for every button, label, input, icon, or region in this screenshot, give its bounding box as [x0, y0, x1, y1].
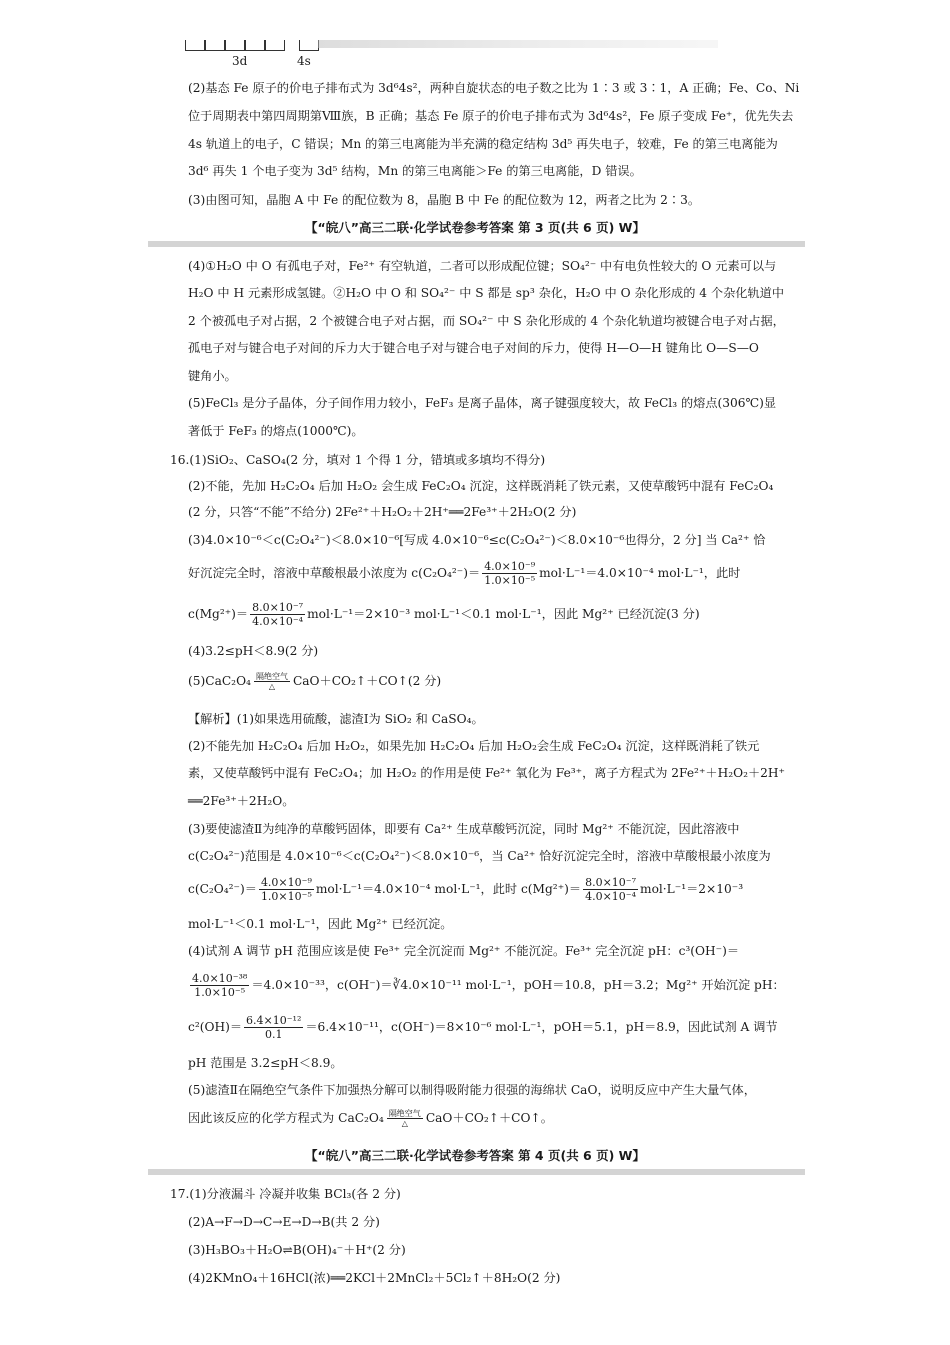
answer-line: (3)要使滤渣Ⅱ为纯净的草酸钙固体，即要有 Ca²⁺ 生成草酸钙沉淀，同时 Mg²⁺ 不能沉淀，因此溶液中 [188, 822, 740, 836]
answer-line: (2 分，只答“不能”不给分) 2Fe²⁺＋H₂O₂＋2H⁺══2Fe³⁺＋2H₂O(2 分) [188, 505, 577, 519]
page-footer: 【“皖八”高三二联·化学试卷参考答案 第 4 页(共 6 页) W】 [305, 1148, 645, 1163]
answer-line-with-fraction: c(Mg²⁺)＝ $\frac{\text{8.0×10⁻⁷}}{\text{4.0×10⁻⁴}}$ mol·L⁻¹＝2×10⁻³ mol·L⁻¹＜0.1 mol·L⁻¹，因此 Mg²⁺ 已经沉淀(3 分) [188, 601, 700, 628]
answer-line: 素，又使草酸钙中混有 FeC₂O₄；加 H₂O₂ 的作用是使 Fe²⁺ 氧化为 Fe³⁺，离子方程式为 2Fe²⁺＋H₂O₂＋2H⁺ [188, 766, 785, 780]
answer-line-with-fraction: $\frac{\text{4.0×10⁻³⁸}}{\text{1.0×10⁻⁵}}$ ＝4.0×10⁻³³，c(OH⁻)＝∛4.0×10⁻¹¹ mol·L⁻¹，pOH＝10.8，pH＝3.2；Mg²⁺ 开始沉淀 pH： [192, 972, 785, 999]
answer-line: (2)不能先加 H₂C₂O₄ 后加 H₂O₂，如果先加 H₂C₂O₄ 后加 H₂O₂会生成 FeC₂O₄ 沉淀，这样既消耗了铁元 [188, 739, 760, 753]
answer-line: (4)①H₂O 中 O 有孤电子对，Fe²⁺ 有空轨道，二者可以形成配位键；SO₄²⁻ 中有电负性较大的 O 元素可以与 [188, 259, 777, 273]
question-16-answer: 16.(1)SiO₂、CaSO₄(2 分，填对 1 个得 1 分，错填或多填均不得分) [170, 453, 546, 467]
answer-line: 4s 轨道上的电子，C 错误；Mn 的第三电离能为半充满的稳定结构 3d⁵ 再失电子，较难，Fe 的第三电离能为 [188, 137, 778, 151]
answer-line: 孤电子对与键合电子对间的斥力大于键合电子对与键合电子对间的斥力，使得 H—O—H 键角比 O—S—O [188, 341, 759, 355]
answer-line: c(C₂O₄²⁻)范围是 4.0×10⁻⁶＜c(C₂O₄²⁻)＜8.0×10⁻⁶，当 Ca²⁺ 恰好沉淀完全时，溶液中草酸根最小浓度为 [188, 849, 771, 863]
question-17-answer: 17.(1)分液漏斗 冷凝并收集 BCl₃(各 2 分) [170, 1187, 401, 1201]
answer-line: 2 个被孤电子对占据，2 个被键合电子对占据，而 SO₄²⁻ 中 S 杂化形成的 4 个杂化轨道均被键合电子对占据， [188, 314, 785, 328]
answer-line-with-fraction: c(C₂O₄²⁻)＝ $\frac{\text{4.0×10⁻⁹}}{\text{1.0×10⁻⁵}}$ mol·L⁻¹＝4.0×10⁻⁴ mol·L⁻¹，此时 c(Mg²⁺)＝ $\frac{\text{8.0×10⁻⁷}}{\text{4.0×10⁻⁴}}$ mol·L⁻¹＝2×10⁻³ [188, 876, 744, 903]
equation-line: (5)CaC₂O₄ 隔绝空气 △ CaO＋CO₂↑＋CO↑(2 分) [188, 672, 442, 691]
answer-line: (3)4.0×10⁻⁶＜c(C₂O₄²⁻)＜8.0×10⁻⁶[写成 4.0×10⁻⁶≤c(C₂O₄²⁻)＜8.0×10⁻⁶也得分，2 分] 当 Ca²⁺ 恰 [188, 533, 766, 547]
answer-line: 键角小。 [188, 369, 237, 383]
answer-line: pH 范围是 3.2≤pH＜8.9。 [188, 1056, 343, 1070]
answer-line: 著低于 FeF₃ 的熔点(1000℃)。 [188, 424, 364, 438]
fraction: $\frac{\text{8.0×10⁻⁷}}{\text{4.0×10⁻⁴}}$ [252, 601, 304, 628]
answer-line: (2)基态 Fe 原子的价电子排布式为 3d⁶4s²，两种自旋状态的电子数之比为 1∶3 或 3∶1，A 正确；Fe、Co、Ni [188, 81, 800, 95]
orbital-label-3d: 3d [232, 54, 248, 68]
page-divider [148, 1169, 805, 1175]
answer-line: (5)滤渣Ⅱ在隔绝空气条件下加强热分解可以制得吸附能力很强的海绵状 CaO，说明反应中产生大量气体， [188, 1083, 756, 1097]
fraction: $\frac{\text{4.0×10⁻³⁸}}{\text{1.0×10⁻⁵}}$ [192, 972, 248, 999]
analysis-heading: 【解析】(1)如果选用硫酸，滤渣Ⅰ为 SiO₂ 和 CaSO₄。 [188, 712, 484, 726]
answer-line: 3d⁶ 再失 1 个电子变为 3d⁵ 结构，Mn 的第三电离能＞Fe 的第三电离能，D 错误。 [188, 164, 642, 178]
answer-line: (4)试剂 A 调节 pH 范围应该是使 Fe³⁺ 完全沉淀而 Mg²⁺ 不能沉淀。Fe³⁺ 完全沉淀 pH：c³(OH⁻)＝ [188, 944, 740, 958]
orbital-label-4s: 4s [297, 54, 311, 68]
answer-line-with-fraction: c²(OH)＝ $\frac{\text{6.4×10⁻¹²}}{0.1}$ ＝6.4×10⁻¹¹，c(OH⁻)＝8×10⁻⁶ mol·L⁻¹，pOH＝5.1，pH＝8.9，因此试剂 A 调节 [188, 1014, 778, 1041]
answer-line: (3)H₃BO₃＋H₂O⇌B(OH)₄⁻＋H⁺(2 分) [188, 1243, 406, 1257]
fraction: $\frac{\text{8.0×10⁻⁷}}{\text{4.0×10⁻⁴}}$ [585, 876, 637, 903]
fraction: $\frac{\text{4.0×10⁻⁹}}{\text{1.0×10⁻⁵}}$ [260, 876, 312, 903]
reaction-condition: 隔绝空气 △ [255, 672, 288, 691]
answer-line: mol·L⁻¹＜0.1 mol·L⁻¹，因此 Mg²⁺ 已经沉淀。 [188, 917, 453, 931]
answer-line: (4)2KMnO₄＋16HCl(浓)══2KCl＋2MnCl₂＋5Cl₂↑＋8H₂O(2 分) [188, 1271, 561, 1285]
answer-line-with-fraction: 好沉淀完全时，溶液中草酸根最小浓度为 c(C₂O₄²⁻)＝ $\frac{\text{4.0×10⁻⁹}}{\text{1.0×10⁻⁵}}$ mol·L⁻¹＝4.0×10⁻⁴ mol·L⁻¹，此时 [188, 560, 741, 587]
answer-line: (2)A→F→D→C→E→D→B(共 2 分) [188, 1215, 380, 1229]
scan-smudge [318, 40, 718, 48]
fraction: $\frac{\text{6.4×10⁻¹²}}{0.1}$ [246, 1014, 302, 1041]
reaction-condition: 隔绝空气 △ [388, 1109, 421, 1128]
answer-line: 位于周期表中第四周期第Ⅷ族，B 正确；基态 Fe 原子的价电子排布式为 3d⁶4s²，Fe 原子变成 Fe⁺，优先失去 [188, 109, 794, 123]
fraction: $\frac{\text{4.0×10⁻⁹}}{\text{1.0×10⁻⁵}}$ [484, 560, 536, 587]
answer-line: (2)不能，先加 H₂C₂O₄ 后加 H₂O₂ 会生成 FeC₂O₄ 沉淀，这样既消耗了铁元素，又使草酸钙中混有 FeC₂O₄ [188, 479, 774, 493]
answer-line: H₂O 中 H 元素形成氢键。②H₂O 中 O 和 SO₄²⁻ 中 S 都是 sp³ 杂化，H₂O 中 O 杂化形成的 4 个杂化轨道中 [188, 286, 785, 300]
answer-line: (5)FeCl₃ 是分子晶体，分子间作用力较小，FeF₃ 是离子晶体，离子键强度较大，故 FeCl₃ 的熔点(306℃)显 [188, 396, 777, 410]
answer-line: ══2Fe³⁺＋2H₂O。 [188, 794, 295, 808]
orbital-diagram [185, 40, 319, 68]
answer-line: (4)3.2≤pH＜8.9(2 分) [188, 644, 319, 658]
page-footer: 【“皖八”高三二联·化学试卷参考答案 第 3 页(共 6 页) W】 [305, 220, 645, 235]
answer-line: (3)由图可知，晶胞 A 中 Fe 的配位数为 8，晶胞 B 中 Fe 的配位数为 12，两者之比为 2∶3。 [188, 193, 701, 207]
page-divider [148, 241, 805, 247]
equation-line: 因此该反应的化学方程式为 CaC₂O₄ 隔绝空气 △ CaO＋CO₂↑＋CO↑。 [188, 1109, 553, 1128]
